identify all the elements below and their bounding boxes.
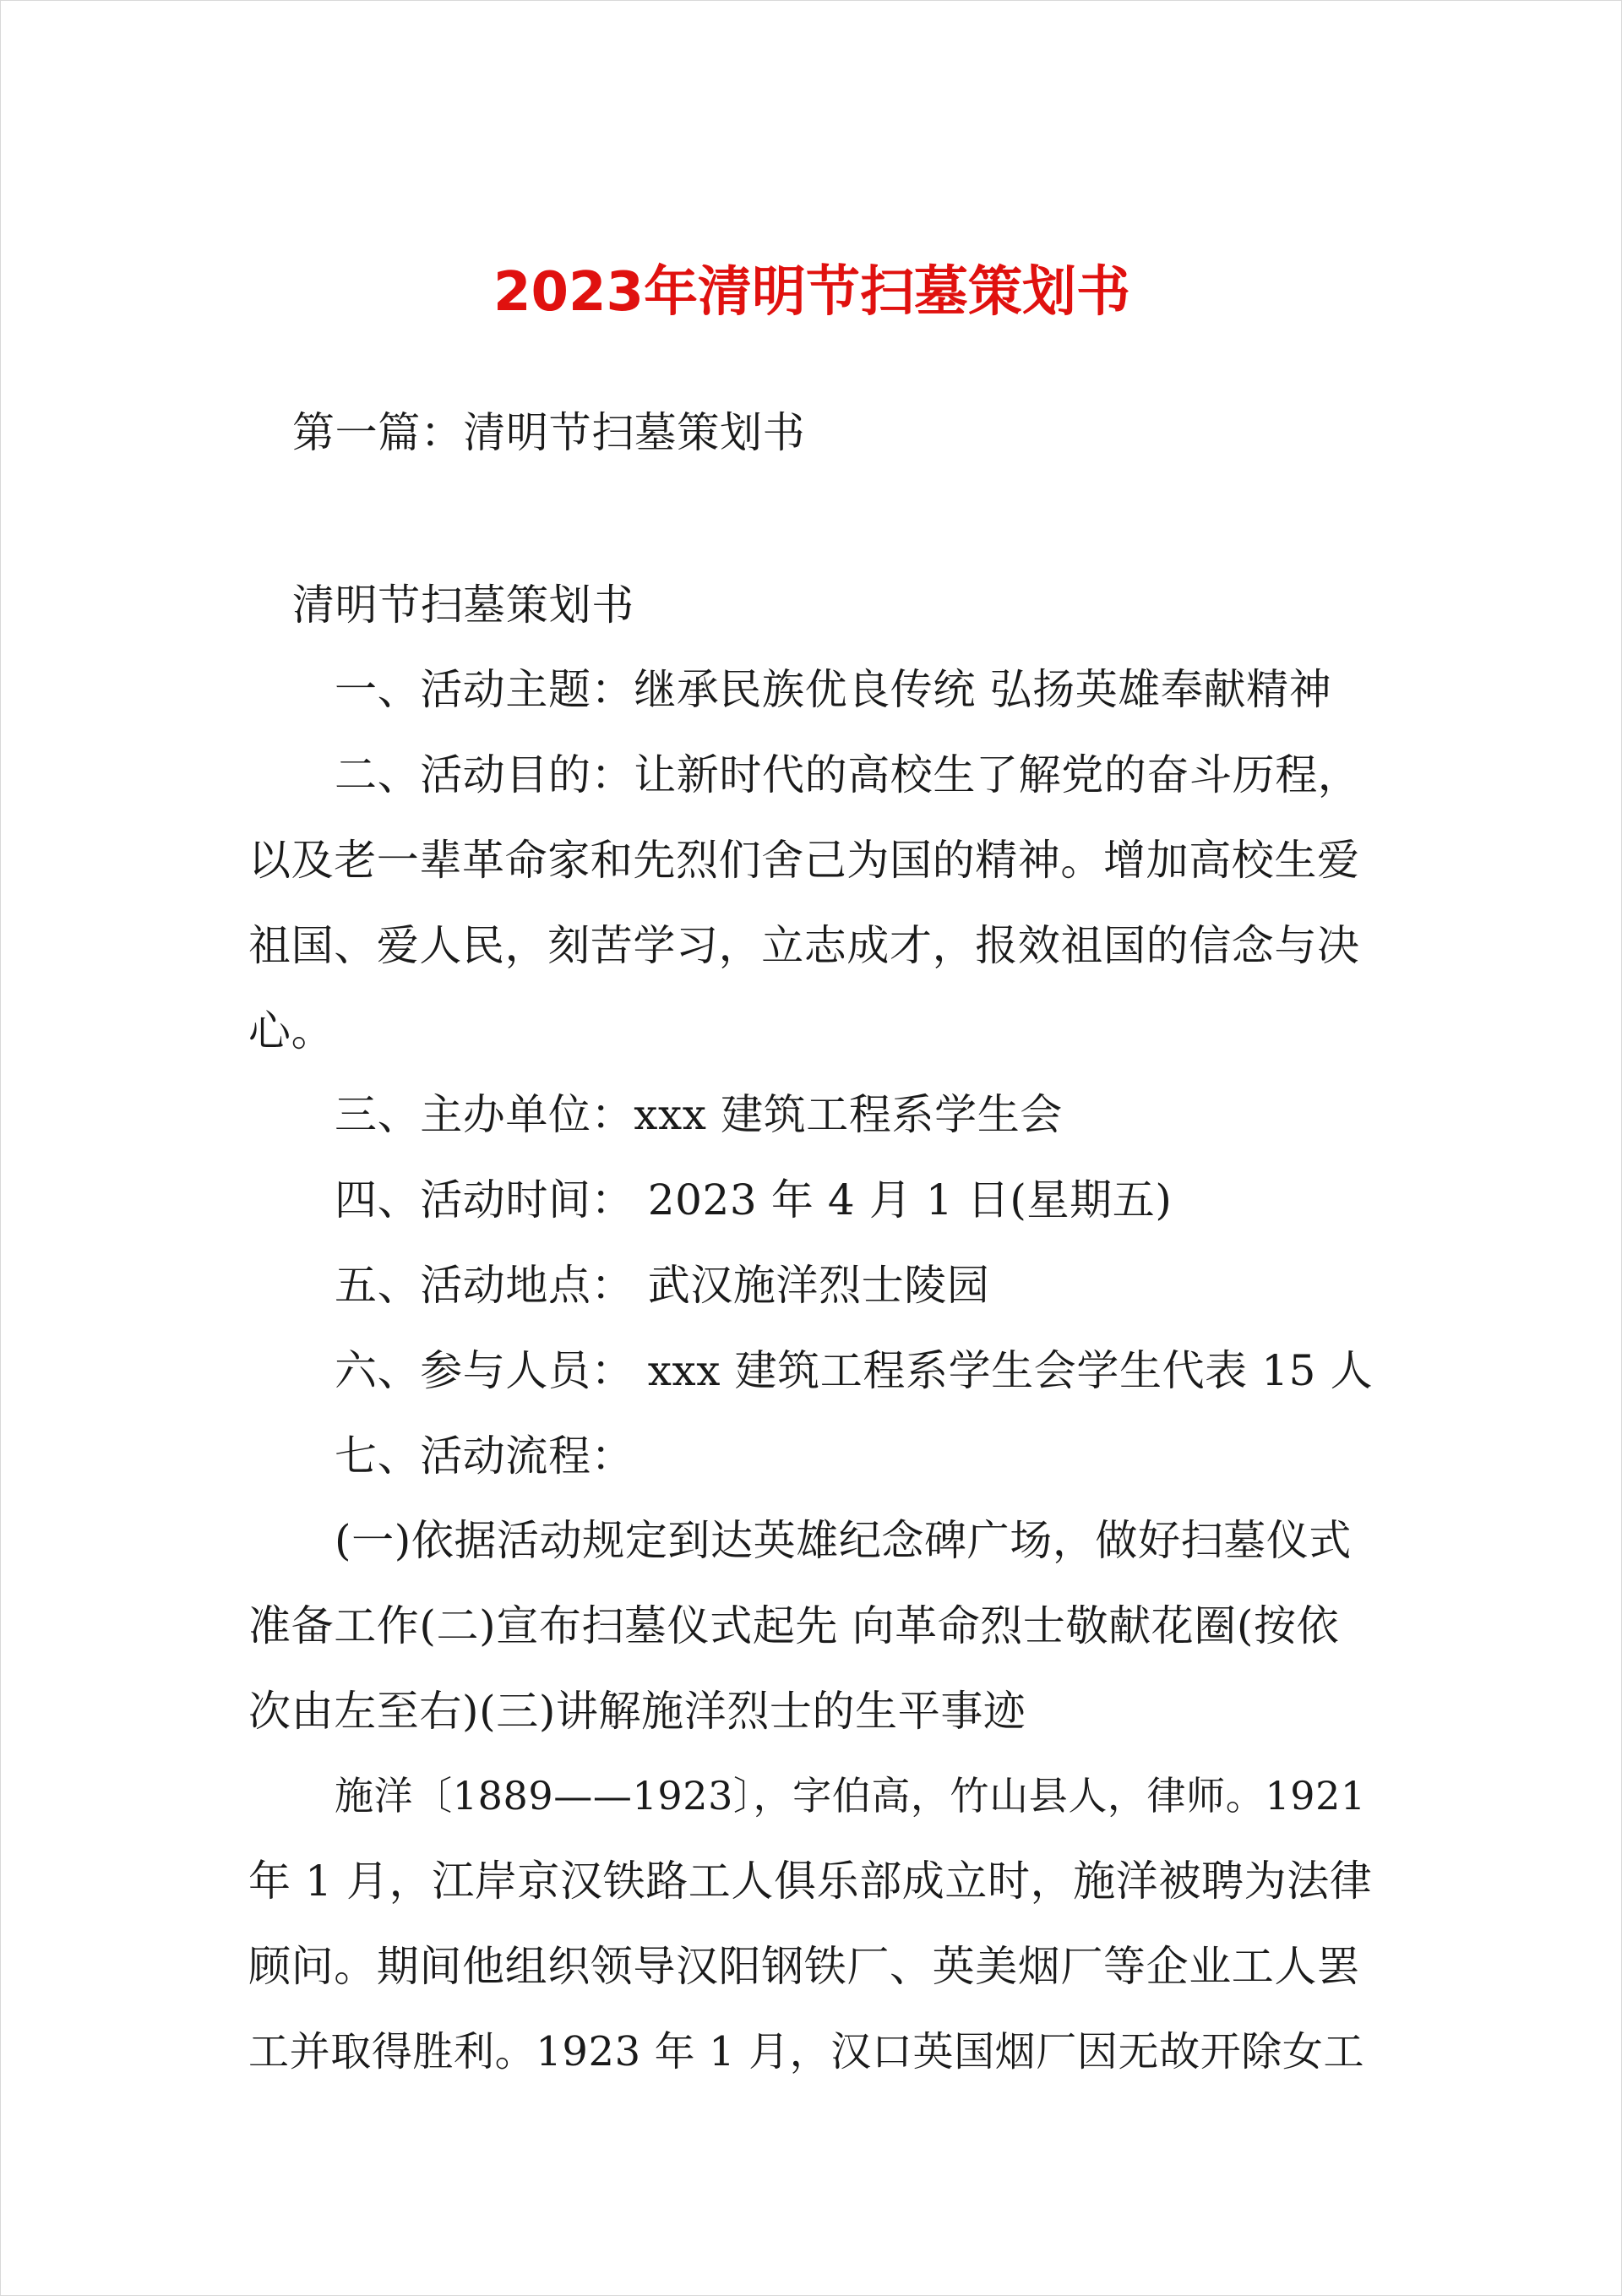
body-line: 五、活动地点： 武汉施洋烈士陵园 <box>335 1261 990 1310</box>
body-line: 一、活动主题：继承民族优良传统 弘扬英雄奉献精神 <box>335 665 1332 714</box>
body-line: 工并取得胜利。1923 年 1 月，汉口英国烟厂因无故开除女工 <box>248 2028 1365 2075</box>
body-line: 年 1 月，江岸京汉铁路工人俱乐部成立时，施洋被聘为法律 <box>248 1857 1373 1906</box>
body-line: 六、参与人员： xxx 建筑工程系学生会学生代表 15 人 <box>335 1346 1374 1395</box>
body-line: 七、活动流程： <box>335 1432 634 1481</box>
body-line: 祖国、爱人民，刻苦学习，立志成才，报效祖国的信念与决 <box>248 921 1360 970</box>
document-title: 2023年清明节扫墓策划书 <box>493 261 1131 324</box>
body-line: 准备工作(二)宣布扫墓仪式起先 向革命烈士敬献花圈(按依 <box>248 1601 1340 1650</box>
subheading: 清明节扫墓策划书 <box>292 581 634 630</box>
body-line: 二、活动目的：让新时代的高校生了解党的奋斗历程， <box>335 750 1361 799</box>
section-heading: 第一篇：清明节扫墓策划书 <box>292 408 806 457</box>
body-line: 心。 <box>248 1006 335 1055</box>
body-line: 四、活动时间： 2023 年 4 月 1 日(星期五) <box>335 1175 1173 1224</box>
body-line: 顾问。期间他组织领导汉阳钢铁厂、英美烟厂等企业工人罢 <box>248 1942 1360 1991</box>
body-line: 三、主办单位：xxx 建筑工程系学生会 <box>335 1090 1063 1139</box>
body-line: 次由左至右)(三)讲解施洋烈士的生平事迹 <box>248 1687 1026 1736</box>
body-line: 施洋〔1889——1923〕，字伯高，竹山县人，律师。1921 <box>335 1773 1366 1819</box>
body-line: (一)依据活动规定到达英雄纪念碑广场，做好扫墓仪式 <box>335 1516 1353 1565</box>
body-line: 以及老一辈革命家和先烈们舍己为国的精神。增加高校生爱 <box>248 836 1360 885</box>
